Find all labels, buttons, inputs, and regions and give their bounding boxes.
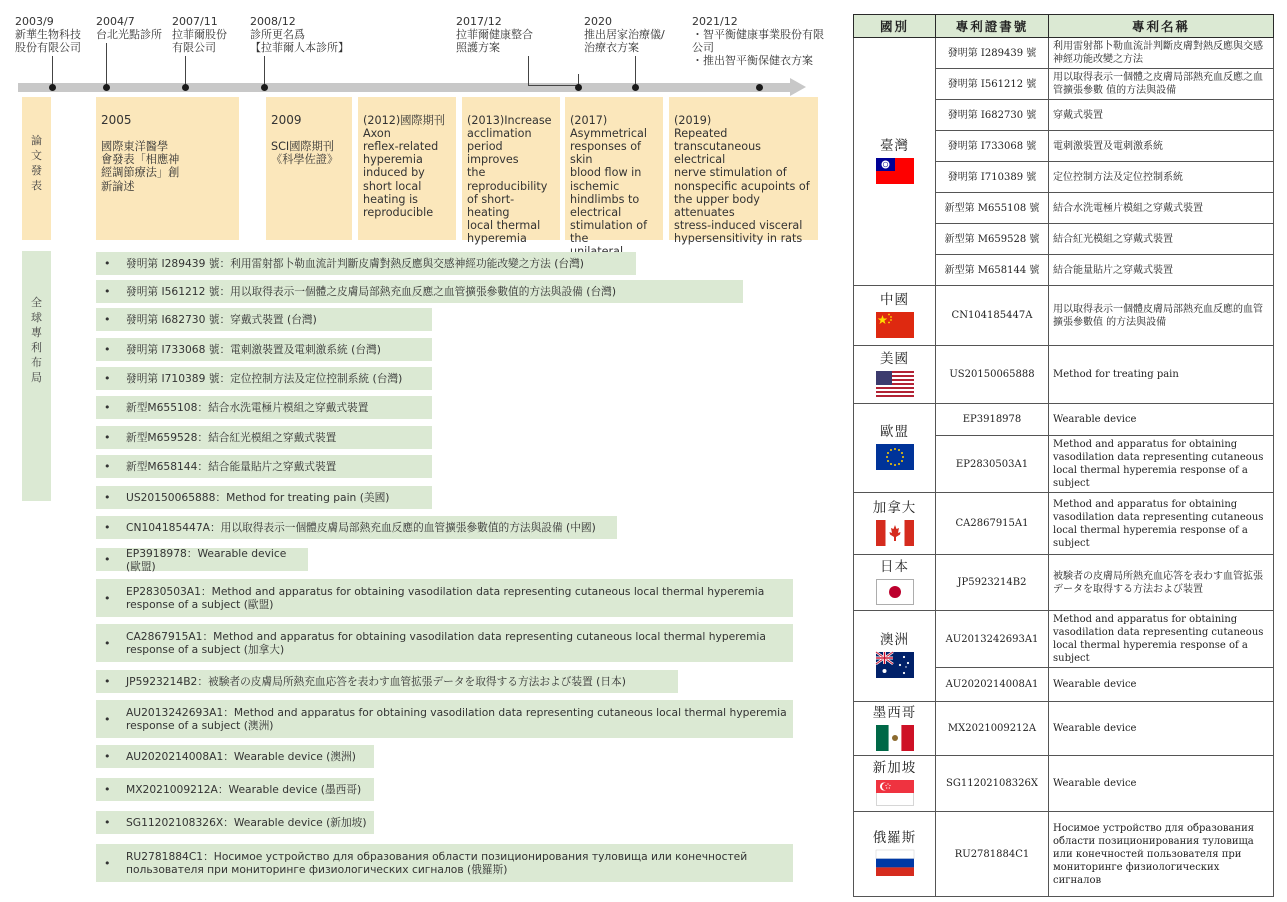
- patent-number: SG11202108326X: [936, 756, 1049, 812]
- patent-title: 定位控制方法及定位控制系統: [1049, 162, 1274, 193]
- patent-title: Wearable device: [1049, 668, 1274, 702]
- timeline-stem: [106, 43, 107, 86]
- header-number: 專利證書號: [936, 15, 1049, 38]
- patent-text: • 新型M658144：結合能量貼片之穿戴式裝置: [126, 460, 337, 473]
- paper-text: (2019) Repeated transcutaneous electrical nerve stimulation of nonspecific acupoints of the upper body attenuates stress-induced visceral hypersensitivity in rats: [674, 114, 810, 245]
- patent-item: [96, 367, 432, 390]
- timeline-event: [15, 15, 81, 54]
- event-date: 2008/12: [250, 15, 296, 28]
- event-date: 2004/7: [96, 15, 135, 28]
- patent-text: • 發明第 I733068 號：電刺激裝置及電刺激系統 (台灣): [126, 343, 381, 356]
- taiwan-flag: [876, 158, 914, 184]
- patent-text: • CA2867915A1：Method and apparatus for obtaining vasodilation data representing cutaneous local thermal hyperemia response of a subject (加拿大): [126, 630, 766, 656]
- header-title: 專利名稱: [1049, 15, 1274, 38]
- country-cell: [854, 404, 936, 493]
- timeline-event: [584, 15, 665, 54]
- table-row: [854, 286, 1274, 346]
- table-row: [854, 555, 1274, 611]
- patent-item: [96, 670, 678, 693]
- patent-text: • 發明第 I561212 號：用以取得表示一個體之皮膚局部熱充血反應之血管擴張參數值的方法與設備 (台灣): [126, 285, 616, 298]
- timeline-event: [250, 15, 349, 54]
- china-flag: [876, 312, 914, 338]
- table-row: [854, 404, 1274, 436]
- event-date: 2017/12: [456, 15, 502, 28]
- canada-flag: [876, 520, 914, 546]
- country-name: 新加坡: [872, 759, 917, 776]
- patent-title: Wearable device: [1049, 404, 1274, 436]
- timeline-bar: [18, 83, 794, 92]
- patent-text: • 發明第 I289439 號：利用雷射都卜勒血流計判斷皮膚對熱反應與交感神經功能改變之方法 (台灣): [126, 257, 584, 270]
- patent-text: • EP3918978：Wearable device (歐盟): [126, 546, 287, 573]
- paper-text: (2017) Asymmetrical responses of skin blood flow in ischemic hindlimbs to electrical stimulation of the: [570, 114, 648, 245]
- patent-title: 結合能量貼片之穿戴式裝置: [1049, 255, 1274, 286]
- patent-text: • JP5923214B2：被験者の皮膚局所熱充血応答を表わす血管拡張データを取得する方法および装置 (日本): [126, 675, 626, 688]
- paper-text: (2012)國際期刊 Axon reflex-related hyperemia induced by short local heating is reproducible: [363, 114, 445, 219]
- patent-item: [96, 280, 743, 303]
- table-row: [854, 812, 1274, 897]
- country-cell: [854, 812, 936, 897]
- country-cell: [854, 756, 936, 812]
- patent-item: [96, 624, 793, 662]
- paper-box: [669, 97, 818, 245]
- timeline-dot: [261, 84, 268, 91]
- paper-text: (2013)Increase acclimation period improves the reproducibility of short-heating local thermal hyperemia: [467, 114, 552, 245]
- timeline-stem: [264, 56, 265, 86]
- header-country: 國別: [854, 15, 936, 38]
- patent-number: US20150065888: [936, 346, 1049, 404]
- table-row: [854, 38, 1274, 69]
- patent-item: [96, 486, 432, 509]
- patent-title: 電刺激裝置及電刺激系統: [1049, 131, 1274, 162]
- patent-title: 穿戴式裝置: [1049, 100, 1274, 131]
- country-name: 中國: [880, 291, 909, 308]
- patent-title: 被験者の皮膚局所熱充血応答を表わす血管拡張データを取得する方法および装置: [1049, 555, 1274, 611]
- mexico-flag: [876, 725, 914, 751]
- patent-item: [96, 426, 432, 449]
- timeline-dot: [756, 84, 763, 91]
- papers-row-label: 論 文 發 表: [22, 97, 51, 240]
- patent-item: [96, 548, 308, 571]
- patent-number: 發明第 I710389 號: [936, 162, 1049, 193]
- timeline-arrowhead: [790, 78, 806, 96]
- patent-title: 用以取得表示一個體皮膚局部熱充血反應的血管擴張參數值 的方法與設備: [1049, 286, 1274, 346]
- patent-number: 新型第 M655108 號: [936, 193, 1049, 224]
- timeline-event: [172, 15, 227, 54]
- timeline-dot: [632, 84, 639, 91]
- paper-box: [266, 97, 352, 240]
- patent-item: [96, 811, 374, 834]
- table-header-row: [854, 15, 1274, 38]
- patent-number: 新型第 M658144 號: [936, 255, 1049, 286]
- patent-item: [96, 778, 374, 801]
- event-desc: ・智平衡健康事業股份有限 公司 ・推出智平衡保健衣方案: [692, 28, 824, 67]
- timeline-dot: [575, 84, 582, 91]
- patent-item: [96, 308, 432, 331]
- patent-item: [96, 745, 374, 768]
- patent-text: • US20150065888：Method for treating pain (美國): [126, 491, 390, 504]
- patent-title: Носимое устройство для образования области позиционирования туловища или конечностей пользователя при мониторинге физиологических сигналов: [1049, 812, 1274, 897]
- country-name: 加拿大: [872, 499, 917, 516]
- country-name: 墨西哥: [872, 704, 917, 721]
- patent-title: 用以取得表示一個體之皮膚局部熱充血反應之血管擴張參數 值的方法與設備: [1049, 69, 1274, 100]
- patent-number: 新型第 M659528 號: [936, 224, 1049, 255]
- timeline-connector: [528, 56, 529, 74]
- country-cell: [854, 555, 936, 611]
- patent-title: 結合水洗電極片模組之穿戴式裝置: [1049, 193, 1274, 224]
- paper-box: [565, 97, 663, 245]
- patent-text: • 新型M655108：結合水洗電極片模組之穿戴式裝置: [126, 401, 369, 414]
- patent-item: [96, 579, 793, 617]
- usa-flag: [876, 371, 914, 397]
- patent-item: [96, 252, 636, 275]
- country-name: 日本: [880, 558, 909, 575]
- russia-flag: [876, 850, 914, 876]
- eu-flag: [876, 444, 914, 470]
- patent-title: Method and apparatus for obtaining vasodilation data representing cutaneous local thermal hyperemia response of a subject: [1049, 436, 1274, 493]
- patent-text: • MX2021009212A：Wearable device (墨西哥): [126, 783, 362, 796]
- patent-number: CA2867915A1: [936, 493, 1049, 555]
- event-date: 2021/12: [692, 15, 738, 28]
- patent-text: • 新型M659528：結合紅光模組之穿戴式裝置: [126, 431, 337, 444]
- event-desc: 台北光點診所: [96, 28, 162, 41]
- country-cell: [854, 611, 936, 702]
- timeline-stem: [52, 56, 53, 86]
- patent-number: 發明第 I733068 號: [936, 131, 1049, 162]
- event-desc: 推出居家治療儀/ 治療衣方案: [584, 28, 665, 54]
- patent-number: AU2013242693A1: [936, 611, 1049, 668]
- country-name: 美國: [880, 350, 909, 367]
- patent-item: [96, 338, 432, 361]
- patent-text: • AU2013242693A1：Method and apparatus for obtaining vasodilation data representing cutaneous local thermal hyperemia response of a subject (澳洲): [126, 706, 787, 732]
- patent-text: • 發明第 I710389 號：定位控制方法及定位控制系統 (台灣): [126, 372, 403, 385]
- patent-title: Method and apparatus for obtaining vasodilation data representing cutaneous local thermal hyperemia response of a subject: [1049, 493, 1274, 555]
- timeline-event: [456, 15, 533, 54]
- patent-number: JP5923214B2: [936, 555, 1049, 611]
- country-cell: [854, 493, 936, 555]
- patent-number: EP3918978: [936, 404, 1049, 436]
- timeline-dot: [103, 84, 110, 91]
- timeline-connector: [528, 74, 578, 86]
- patent-number: AU2020214008A1: [936, 668, 1049, 702]
- country-cell: [854, 286, 936, 346]
- event-date: 2007/11: [172, 15, 218, 28]
- timeline-event: [96, 15, 162, 41]
- patent-item: [96, 396, 432, 419]
- patent-text: • AU2020214008A1：Wearable device (澳洲): [126, 750, 356, 763]
- japan-flag: [876, 579, 914, 605]
- country-name: 俄羅斯: [872, 830, 917, 846]
- paper-year: 2005: [101, 113, 132, 128]
- event-desc: 拉菲爾股份 有限公司: [172, 28, 227, 54]
- patent-text: • RU2781884C1：Носимое устройство для образования области позиционирования туловища или конечностей пользователя при мониторинге физиологических сигналов (俄羅斯): [126, 850, 748, 876]
- timeline-dot: [182, 84, 189, 91]
- patent-item: [96, 844, 793, 882]
- timeline-stem: [635, 56, 636, 86]
- patent-title: 利用雷射都卜勒血流計判斷皮膚對熱反應與交感神經功能改變之方法: [1049, 38, 1274, 69]
- patent-table: [853, 14, 1274, 897]
- table-row: [854, 756, 1274, 812]
- patent-number: MX2021009212A: [936, 702, 1049, 756]
- patent-title: 結合紅光模組之穿戴式裝置: [1049, 224, 1274, 255]
- patent-title: Method and apparatus for obtaining vasodilation data representing cutaneous local thermal hyperemia response of a subject: [1049, 611, 1274, 668]
- country-name: 澳洲: [880, 632, 909, 648]
- patent-number: CN104185447A: [936, 286, 1049, 346]
- paper-text: 國際東洋醫學 會發表「相應神 經調節療法」創 新論述: [101, 140, 180, 193]
- table-row: [854, 611, 1274, 668]
- event-date: 2020: [584, 15, 612, 28]
- paper-box: [358, 97, 456, 240]
- patent-text: • 發明第 I682730 號：穿戴式裝置 (台灣): [126, 313, 317, 326]
- country-cell: [854, 38, 936, 286]
- table-row: [854, 493, 1274, 555]
- patent-number: EP2830503A1: [936, 436, 1049, 493]
- patent-title: Wearable device: [1049, 756, 1274, 812]
- event-desc: 診所更名爲 【拉菲爾人本診所】: [250, 28, 349, 54]
- paper-text: SCI國際期刊 《科學佐證》: [271, 140, 339, 167]
- patent-number: 發明第 I682730 號: [936, 100, 1049, 131]
- table-row: [854, 346, 1274, 404]
- patent-item: [96, 700, 793, 738]
- timeline-stem: [185, 56, 186, 86]
- timeline-event: [692, 15, 824, 67]
- patent-number: 發明第 I561212 號: [936, 69, 1049, 100]
- patent-number: RU2781884C1: [936, 812, 1049, 897]
- country-name: 歐盟: [880, 424, 909, 440]
- patent-text: • SG11202108326X：Wearable device (新加坡): [126, 816, 367, 829]
- patent-title: Method for treating pain: [1049, 346, 1274, 404]
- paper-box: [462, 97, 560, 245]
- australia-flag: [876, 652, 914, 678]
- paper-box: [96, 97, 239, 240]
- patent-text: • EP2830503A1：Method and apparatus for obtaining vasodilation data representing cutaneous local thermal hyperemia response of a subject (歐盟): [126, 585, 765, 611]
- country-name: 臺灣: [880, 137, 909, 154]
- paper-year: 2009: [271, 113, 302, 128]
- country-cell: [854, 702, 936, 756]
- event-desc: 拉菲爾健康整合 照護方案: [456, 28, 533, 54]
- event-desc: 新華生物科技 股份有限公司: [15, 28, 81, 54]
- patent-title: Wearable device: [1049, 702, 1274, 756]
- singapore-flag: [876, 780, 914, 806]
- patents-row-label: 全 球 專 利 布 局: [22, 251, 51, 501]
- country-cell: [854, 346, 936, 404]
- patent-item: [96, 516, 617, 539]
- patent-item: [96, 455, 432, 478]
- patent-text: • CN104185447A：用以取得表示一個體皮膚局部熱充血反應的血管擴張參數值的方法與設備 (中國): [126, 521, 596, 534]
- table-row: [854, 702, 1274, 756]
- patent-number: 發明第 I289439 號: [936, 38, 1049, 69]
- event-date: 2003/9: [15, 15, 54, 28]
- timeline-dot: [49, 84, 56, 91]
